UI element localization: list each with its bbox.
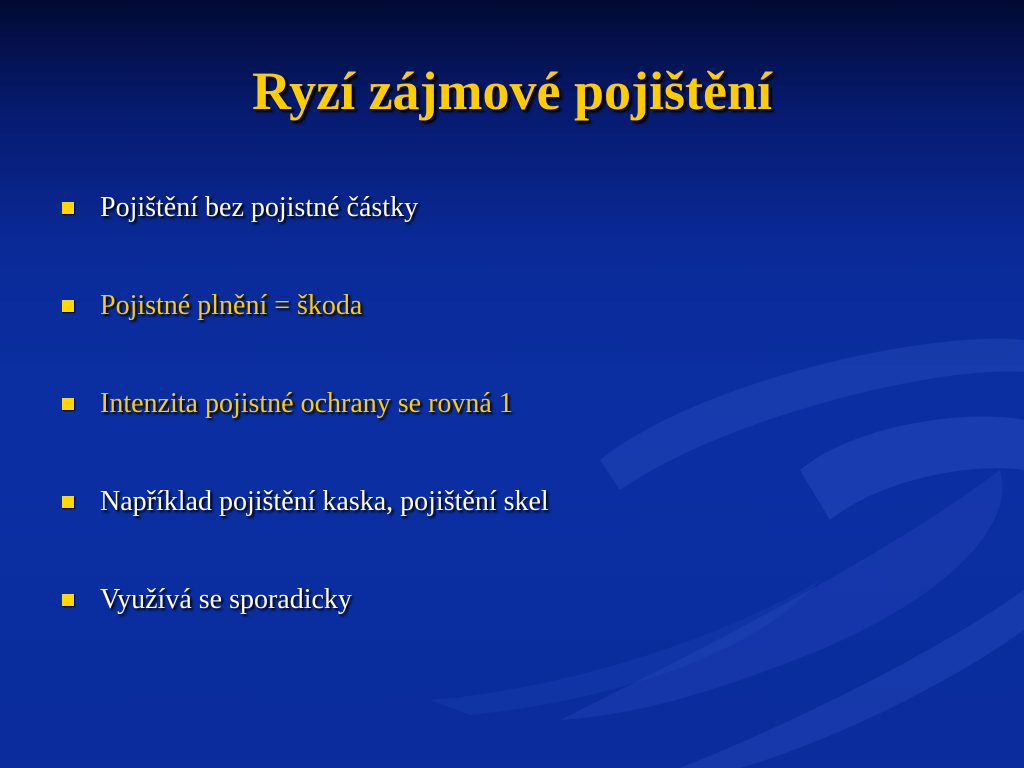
bullet-text: Intenzita pojistné ochrany se rovná 1 [100, 388, 513, 419]
bullet-item [62, 578, 549, 676]
bullet-item [62, 284, 549, 382]
bullet-text: Využívá se sporadicky [100, 584, 352, 615]
square-bullet-icon [62, 496, 74, 508]
square-bullet-icon [62, 398, 74, 410]
square-bullet-icon [62, 202, 74, 214]
slide-title: Ryzí zájmové pojištění [252, 61, 772, 121]
bullet-list [62, 186, 549, 676]
bullet-item [62, 480, 549, 578]
square-bullet-icon [62, 300, 74, 312]
square-bullet-icon [62, 594, 74, 606]
bullet-text: Například pojištění kaska, pojištění skel [100, 486, 549, 517]
bullet-item [62, 382, 549, 480]
bullet-text: Pojištění bez pojistné částky [100, 192, 419, 223]
bullet-text: Pojistné plnění = škoda [100, 290, 363, 321]
bullet-item [62, 186, 549, 284]
